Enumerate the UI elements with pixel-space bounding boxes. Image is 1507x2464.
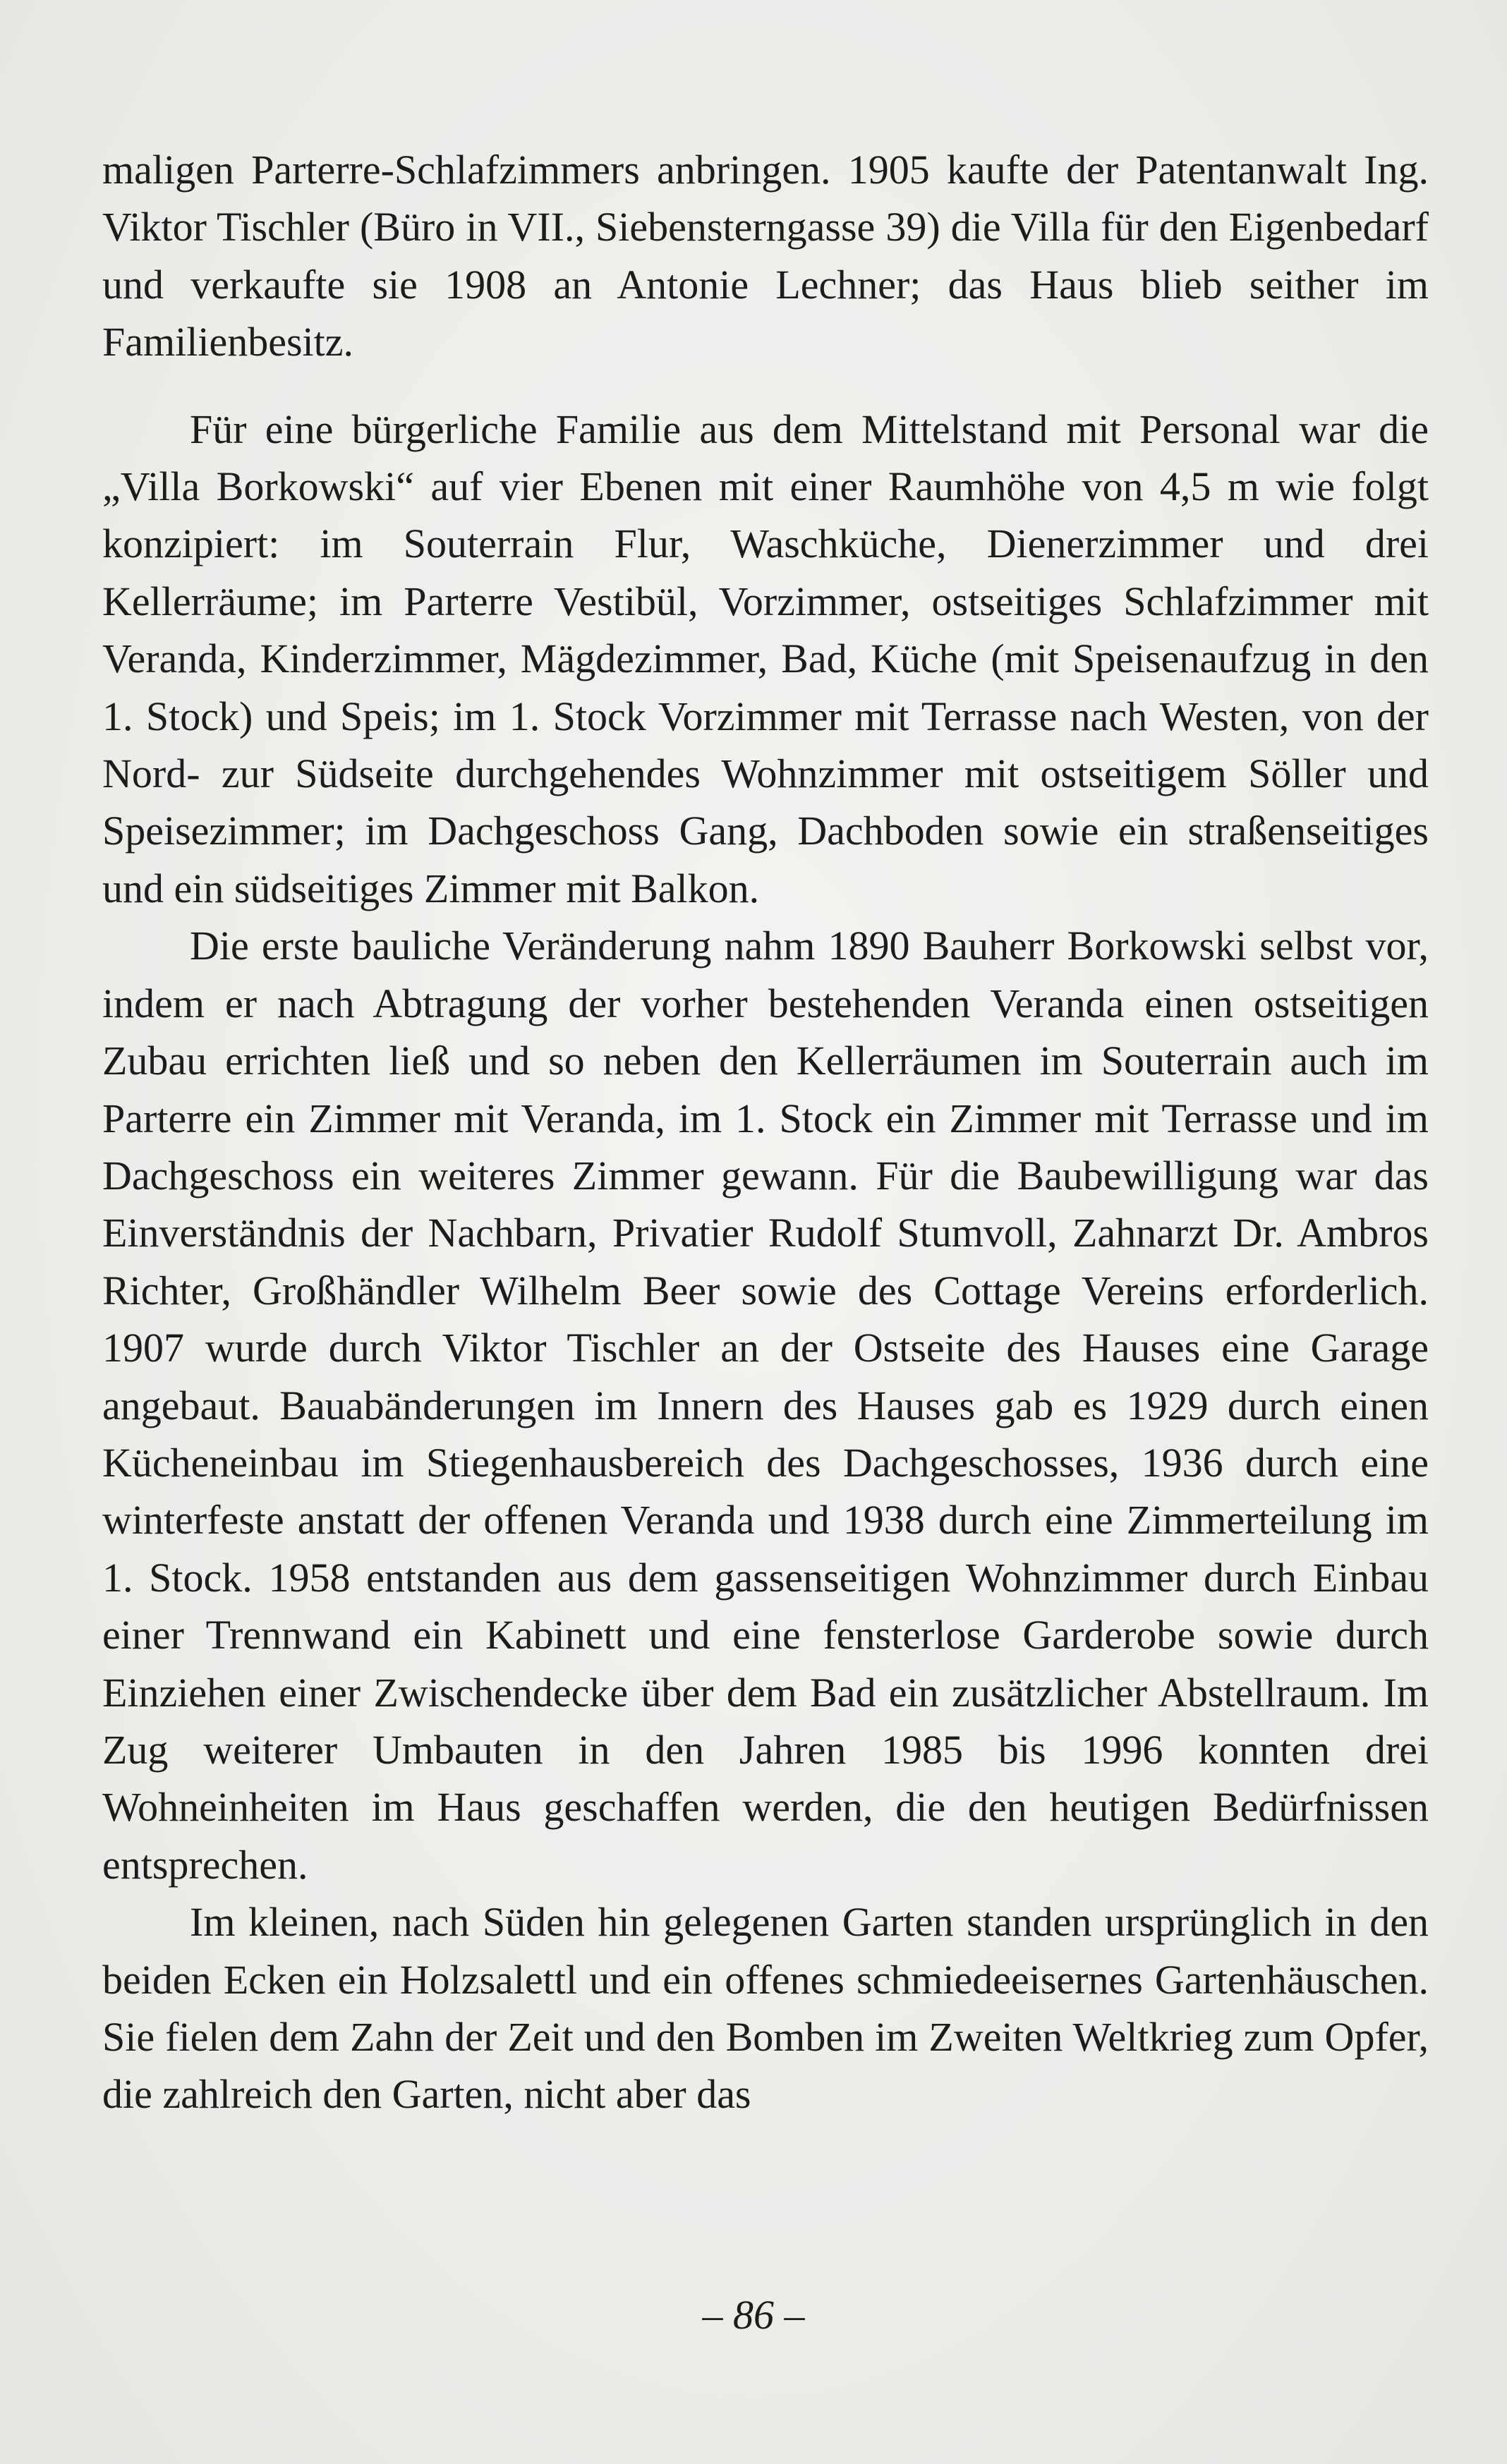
page-number: – 86 – [702, 2292, 805, 2338]
paragraph-alterations: Die erste bauliche Veränderung nahm 1890 Bauherr Borkowski selbst vor, indem er nach Abtragung der vorher bestehenden Veranda einen ostseitigen Zubau errichten ließ und so neben den Kellerräumen im Souterrain auch im Parterre ein Zimmer mit Veranda, im 1. Stock ein Zimmer mit Terrasse und im Dachgeschoss ein weiteres Zimmer gewann. Für die Baubewilligung war das Einverständnis der Nachbarn, Privatier Rudolf Stumvoll, Zahnarzt Dr. Ambros Richter, Großhändler Wilhelm Beer sowie des Cottage Vereins erforderlich. 1907 wurde durch Viktor Tischler an der Ostseite des Hauses eine Garage angebaut. Bauabänderungen im Innern des Hauses gab es 1929 durch einen Kücheneinbau im Stiegenhausbereich des Dachgeschosses, 1936 durch eine winterfeste anstatt der offenen Veranda und 1938 durch eine Zimmerteilung im 1. Stock. 1958 entstanden aus dem gassenseitigen Wohnzimmer durch Einbau einer Trennwand ein Kabinett und eine fensterlose Garderobe sowie durch Einziehen einer Zwischendecke über dem Bad ein zusätzlicher Abstellraum. Im Zug weiterer Umbauten in den Jahren 1985 bis 1996 konnten drei Wohneinheiten im Haus geschaffen werden, die den heutigen Bedürfnissen entsprechen. [102, 923, 1429, 1888]
body-text [102, 141, 1429, 2123]
paragraph-continuation: maligen Parterre-Schlafzimmers anbringen. 1905 kaufte der Patentanwalt Ing. Viktor Tischler (Büro in VII., Siebensterngasse 39) die Villa für den Eigenbedarf und verkaufte sie 1908 an Antonie Lechner; das Haus blieb seither im Familienbesitz. [102, 147, 1429, 365]
paragraph-floor-plan: Für eine bürgerliche Familie aus dem Mittelstand mit Personal war die „Villa Borkowski“ auf vier Ebenen mit einer Raumhöhe von 4,5 m wie folgt konzipiert: im Souterrain Flur, Waschküche, Dienerzimmer und drei Kellerräume; im Parterre Vestibül, Vorzimmer, ostseitiges Schlafzimmer mit Veranda, Kinderzimmer, Mägdezimmer, Bad, Küche (mit Speisenaufzug in den 1. Stock) und Speis; im 1. Stock Vorzimmer mit Terrasse nach Westen, von der Nord- zur Südseite durchgehendes Wohnzimmer mit ostseitigem Söller und Speisezimmer; im Dachgeschoss Gang, Dachboden sowie ein straßenseitiges und ein südseitiges Zimmer mit Balkon. [102, 406, 1429, 911]
paragraph-garden: Im kleinen, nach Süden hin gelegenen Garten standen ursprünglich in den beiden Ecken ein Holzsalettl und ein offenes schmiedeeisernes Gartenhäuschen. Sie fielen dem Zahn der Zeit und den Bomben im Zweiten Weltkrieg zum Opfer, die zahlreich den Garten, nicht aber das [102, 1899, 1429, 2118]
